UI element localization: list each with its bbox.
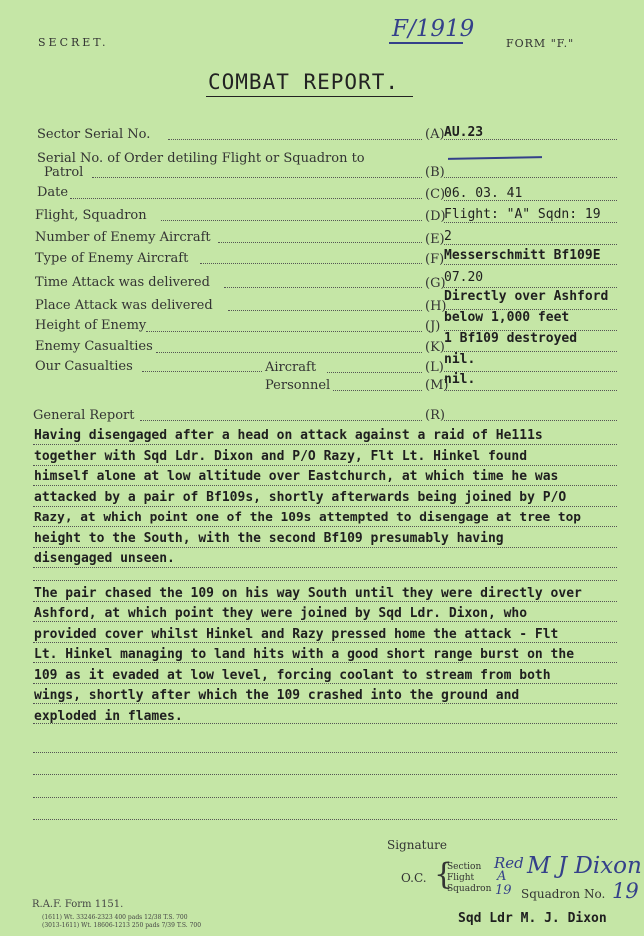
field-value-date: 06. 03. 41 <box>444 186 523 201</box>
field-letter: (A) <box>425 127 445 142</box>
field-label-general-report: General Report <box>33 408 135 423</box>
field-value-enemy-height: below 1,000 feet <box>444 310 570 325</box>
field-label-order-serial-cont: Patrol <box>44 165 84 180</box>
report-line: together with Sqd Ldr. Dixon and P/O Razy, Flt Lt. Hinkel found <box>34 449 528 464</box>
oc-label: O.C. <box>401 871 427 885</box>
print-line-2: (3013-1611) Wt. 18606-1213 250 pads 7/39 T.S. 700 <box>42 922 202 929</box>
field-label-enemy-count: Number of Enemy Aircraft <box>35 230 211 245</box>
field-value-personnel: nil. <box>444 372 476 387</box>
field-label-order-serial: Serial No. of Order detiling Flight or Squadron to <box>37 151 365 166</box>
field-sublabel-personnel: Personnel <box>265 378 331 393</box>
field-letter: (G) <box>425 276 446 291</box>
field-label-attack-place: Place Attack was delivered <box>35 298 213 313</box>
field-label-attack-time: Time Attack was delivered <box>35 275 210 290</box>
field-label-date: Date <box>37 185 69 200</box>
report-line: Ashford, at which point they were joined by Sqd Ldr. Dixon, who <box>34 606 528 621</box>
field-label-our-casualties: Our Casualties <box>35 359 133 374</box>
typed-name: Sqd Ldr M. J. Dixon <box>458 911 607 926</box>
report-line: 109 as it evaded at low level, forcing coolant to stream from both <box>34 668 551 683</box>
squadron-small-value: 19 <box>495 883 512 898</box>
flight-label: Flight <box>447 873 475 883</box>
field-letter: (E) <box>425 232 445 247</box>
file-reference: F/1919 <box>392 16 475 42</box>
field-letter: (J) <box>425 319 441 334</box>
report-line: himself alone at low altitude over Eastchurch, at which time he was <box>34 469 559 484</box>
field-value-aircraft: nil. <box>444 352 476 367</box>
field-letter: (F) <box>425 252 445 267</box>
field-letter: (C) <box>425 187 446 202</box>
section-value: Red <box>494 854 524 872</box>
report-line: The pair chased the 109 on his way South until they were directly over <box>34 586 582 601</box>
field-letter: (L) <box>425 360 444 375</box>
report-line: disengaged unseen. <box>34 551 175 566</box>
brace-glyph: { <box>434 857 454 892</box>
title-underline <box>206 96 413 97</box>
field-value-attack-time: 07.20 <box>444 270 484 285</box>
field-value-enemy-casualties: 1 Bf109 destroyed <box>444 331 578 346</box>
squadron-label: Squadron <box>447 884 492 894</box>
field-label-enemy-casualties: Enemy Casualties <box>35 339 153 354</box>
report-line: wings, shortly after which the 109 crashed into the ground and <box>34 688 520 703</box>
field-label-flight-squadron: Flight, Squadron <box>35 208 147 223</box>
signature-label: Signature <box>387 838 448 852</box>
field-value-flight-squadron: Flight: "A" Sqdn: 19 <box>444 207 601 222</box>
form-type-label: FORM "F." <box>506 37 575 50</box>
print-line-1: (1611) Wt. 33246-2323 400 pads 12/38 T.S. 700 <box>42 914 188 921</box>
field-value-sector-serial: AU.23 <box>444 125 484 140</box>
field-value-enemy-count: 2 <box>444 229 452 244</box>
field-label-enemy-height: Height of Enemy <box>35 318 147 333</box>
report-line: provided cover whilst Hinkel and Razy pressed home the attack - Flt <box>34 627 559 642</box>
file-reference-underline <box>389 42 463 44</box>
order-serial-pen-stroke <box>448 156 542 160</box>
field-letter: (D) <box>425 209 446 224</box>
flight-value: A <box>497 869 507 884</box>
section-label: Section <box>447 862 482 872</box>
handwritten-signature: M J Dixon <box>527 853 642 879</box>
field-letter: (K) <box>425 340 445 355</box>
report-line: Razy, at which point one of the 109s attempted to disengage at tree top <box>34 510 582 525</box>
report-line: Having disengaged after a head on attack against a raid of He111s <box>34 428 543 443</box>
classification-label: SECRET. <box>38 36 109 49</box>
field-label-enemy-type: Type of Enemy Aircraft <box>35 251 189 266</box>
field-letter: (B) <box>425 165 445 180</box>
field-letter: (H) <box>425 299 447 314</box>
field-letter: (M) <box>425 378 449 393</box>
report-line: height to the South, with the second Bf109 presumably having <box>34 531 504 546</box>
squadron-no-label: Squadron No. <box>521 887 606 901</box>
report-line: exploded in flames. <box>34 709 183 724</box>
field-letter: (R) <box>425 408 445 423</box>
field-value-attack-place: Directly over Ashford <box>444 289 609 304</box>
page-title: COMBAT REPORT. <box>208 70 400 94</box>
field-label-sector-serial: Sector Serial No. <box>37 127 151 142</box>
report-line: attacked by a pair of Bf109s, shortly afterwards being joined by P/O <box>34 490 567 505</box>
form-number: R.A.F. Form 1151. <box>32 899 124 910</box>
squadron-no-value: 19 <box>612 879 639 903</box>
report-line: Lt. Hinkel managing to land hits with a good short range burst on the <box>34 647 575 662</box>
field-sublabel-aircraft: Aircraft <box>265 360 317 375</box>
field-value-enemy-type: Messerschmitt Bf109E <box>444 248 601 263</box>
